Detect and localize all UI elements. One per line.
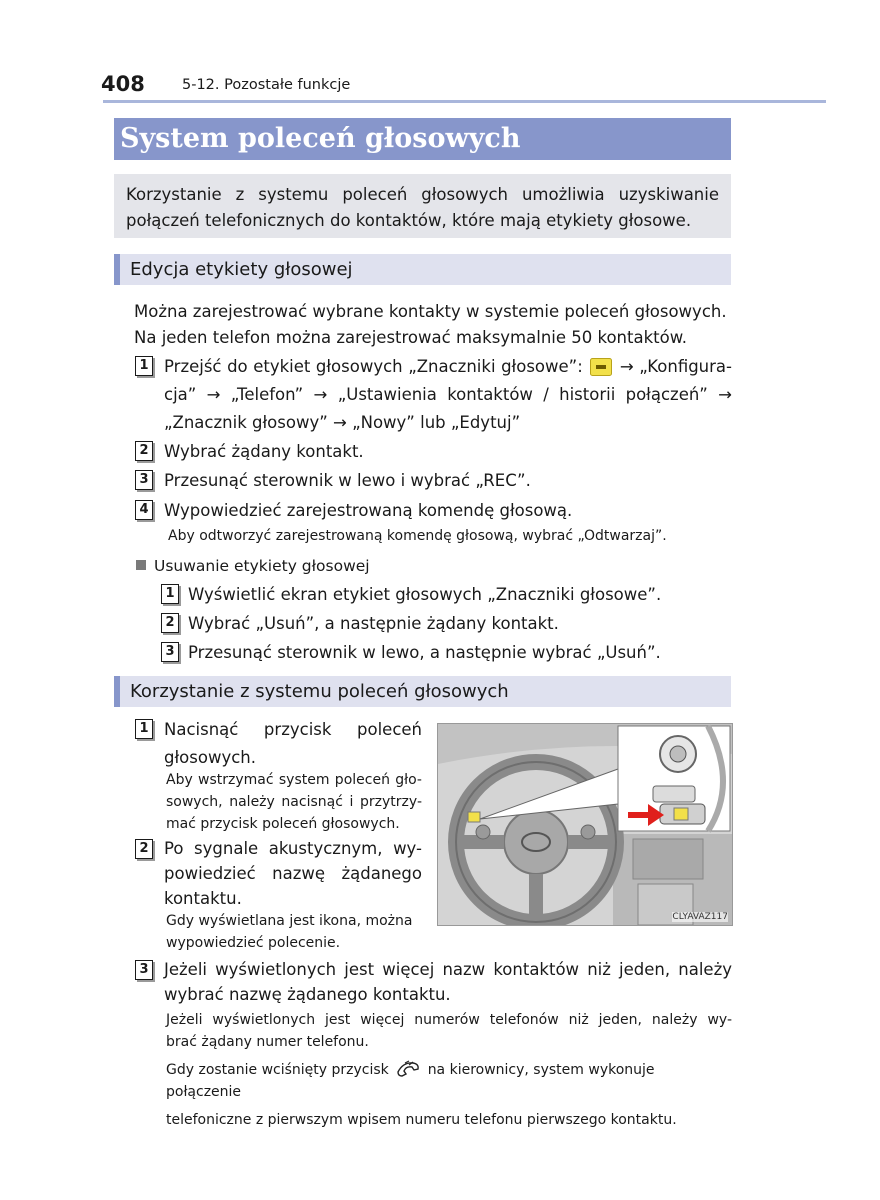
s2-step-3-line-1: Jeżeli wyświetlonych jest więcej nazw kontaktów niż jeden, należy <box>164 960 732 979</box>
step-number: 2 <box>135 839 153 859</box>
step-1-line-1-b: → „Konfigura- <box>619 357 732 376</box>
section2-step-3-note <box>166 1009 732 1131</box>
s2-step-2-note-1: Gdy wyświetlana jest ikona, można <box>166 913 413 929</box>
s2-step-1-note-2: sowych, należy nacisnąć i przytrzy- <box>166 794 422 810</box>
section2-step-3 <box>164 957 732 1007</box>
phone-off-hook-icon <box>395 1060 421 1078</box>
s2-step-1-note-3: mać przycisk poleceń głosowych. <box>166 816 400 832</box>
section1-para-line-2: Na jeden telefon można zarejestrować maksymalnie 50 kontaktów. <box>134 328 687 347</box>
section1-paragraph <box>134 299 734 351</box>
step-number: 1 <box>161 584 179 604</box>
subsection-heading: Usuwanie etykiety głosowej <box>154 557 370 575</box>
step-number: 2 <box>135 441 153 461</box>
sub-step-1: Wyświetlić ekran etykiet głosowych „Znaczniki głosowe”. <box>188 585 662 604</box>
step-number: 3 <box>135 960 153 980</box>
section2-step-2-note <box>166 910 422 954</box>
s2-step-1-note-1: Aby wstrzymać system poleceń gło- <box>166 772 422 788</box>
s2-step-2-line-2: powiedzieć nazwę żądanego <box>164 864 422 883</box>
section1-step-3: Przesunąć sterownik w lewo i wybrać „REC”. <box>164 471 531 490</box>
subsection-voice-tag-delete <box>136 554 370 578</box>
section-heading-voice-tag-edit: Edycja etykiety głosowej <box>114 254 731 285</box>
figure-code: CLYAVAZ117 <box>672 912 728 922</box>
s2-step-2-line-1: Po sygnale akustycznym, wy- <box>164 839 422 858</box>
s2-step-2-line-3: kontaktu. <box>164 889 242 908</box>
s2-step-1-line-2: głosowych. <box>164 748 256 767</box>
step-1-line-2: cja” → „Telefon” → „Ustawienia kontaktów / historii połączeń” → <box>164 385 732 404</box>
intro-line-2: połączeń telefonicznych do kontaktów, które mają etykiety głosowe. <box>126 211 692 230</box>
header-divider <box>103 100 826 103</box>
step-number: 4 <box>135 500 153 520</box>
s2-step-3-note-4: telefoniczne z pierwszym wpisem numeru telefonu pierwszego kontaktu. <box>166 1112 677 1128</box>
section2-step-2 <box>164 836 422 911</box>
step-number: 3 <box>135 470 153 490</box>
s2-step-3-note-3 <box>166 1059 732 1103</box>
section2-step-1-note <box>166 769 422 835</box>
step-number: 1 <box>135 719 153 739</box>
bullet-square-icon <box>136 560 146 570</box>
step-number: 1 <box>135 356 153 376</box>
step-number: 3 <box>161 642 179 662</box>
step-1-line-1 <box>164 353 732 381</box>
section2-step-1 <box>164 716 422 772</box>
sub-step-3: Przesunąć sterownik w lewo, a następnie wybrać „Usuń”. <box>188 643 661 662</box>
steering-wheel-illustration <box>437 723 733 926</box>
step-1-line-3: „Znacznik głosowy” → „Nowy” lub „Edytuj” <box>164 413 521 432</box>
section-heading-using-voice-commands: Korzystanie z systemu poleceń głosowych <box>114 676 731 707</box>
section1-para-line-1: Można zarejestrować wybrane kontakty w systemie poleceń głosowych. <box>134 302 727 321</box>
section1-step-2: Wybrać żądany kontakt. <box>164 442 364 461</box>
voice-tag-icon <box>590 357 612 375</box>
steering-wheel-drawing <box>438 724 732 925</box>
s2-step-3-note-3-a: Gdy zostanie wciśnięty przycisk <box>166 1062 389 1078</box>
s2-step-3-line-2: wybrać nazwę żądanego kontaktu. <box>164 985 451 1004</box>
step-number: 2 <box>161 613 179 633</box>
page-number: 408 <box>101 72 145 96</box>
sub-step-2: Wybrać „Usuń”, a następnie żądany kontakt. <box>188 614 559 633</box>
intro-box <box>114 174 731 238</box>
s2-step-3-note-2: brać żądany numer telefonu. <box>166 1034 369 1050</box>
s2-step-1-line-1: Nacisnąć przycisk poleceń <box>164 720 422 739</box>
section1-step-4-note: Aby odtworzyć zarejestrowaną komendę głosową, wybrać „Odtwarzaj”. <box>168 528 667 544</box>
page-title: System poleceń głosowych <box>114 118 731 160</box>
chapter-title: 5-12. Pozostałe funkcje <box>182 77 351 93</box>
section1-step-1 <box>164 353 732 437</box>
s2-step-2-note-2: wypowiedzieć polecenie. <box>166 935 341 951</box>
intro-line-1: Korzystanie z systemu poleceń głosowych umożliwia uzyskiwanie <box>126 185 719 204</box>
s2-step-3-note-3-b: na kierownicy, system wykonuje połączenie <box>166 1062 655 1100</box>
s2-step-3-note-1: Jeżeli wyświetlonych jest więcej numerów telefonów niż jeden, należy wy- <box>166 1012 732 1028</box>
step-1-line-1-a: Przejść do etykiet głosowych „Znaczniki głosowe”: <box>164 357 583 376</box>
section1-step-4: Wypowiedzieć zarejestrowaną komendę głosową. <box>164 501 573 520</box>
